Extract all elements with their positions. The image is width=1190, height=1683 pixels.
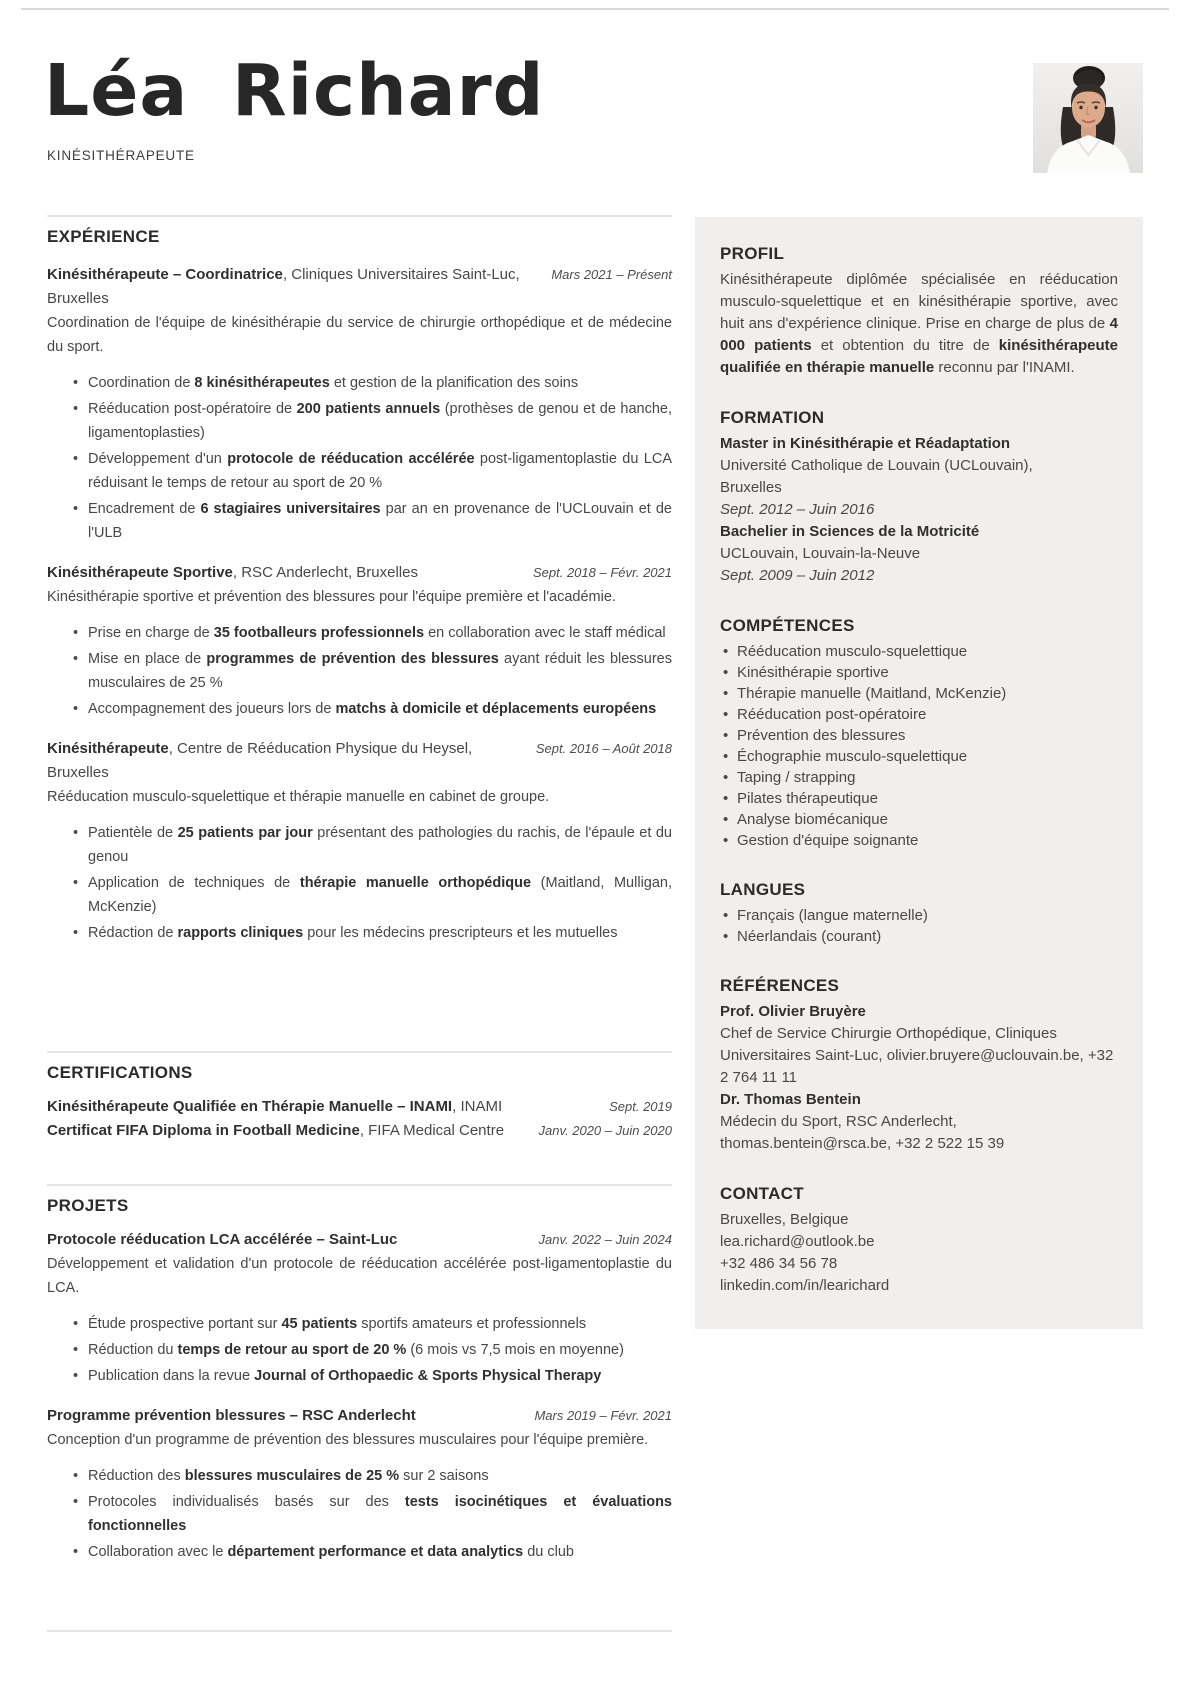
job-title-rest: , Centre de Rééducation Physique du Heysel, Bruxelles bbox=[47, 740, 473, 781]
job-bullets bbox=[47, 621, 672, 721]
top-divider bbox=[21, 8, 1169, 10]
section-formation bbox=[720, 407, 1118, 587]
reference-details: Médecin du Sport, RSC Anderlecht, thomas.bentein@rsca.be, +32 2 522 15 39 bbox=[720, 1113, 1005, 1152]
experience-job-1 bbox=[47, 263, 672, 545]
profil-text: Kinésithérapeute diplômée spécialisée en rééducation musculo-squelettique et en kinésithérapie sportive, avec huit ans d'expérience clinique. Prise en charge de plus de 4 000 patients et obtention du titre de kinésithérapeute qualifiée en thérapie manuelle reconnu par l'INAMI. bbox=[720, 271, 1118, 376]
bottom-divider bbox=[47, 1630, 672, 1632]
reference-details: Chef de Service Chirurgie Orthopédique, Cliniques Universitaires Saint-Luc, olivier.bruyere@uclouvain.be, +32 2 764 11 11 bbox=[720, 1025, 1114, 1086]
competence-item: • Échographie musculo-squelettique bbox=[737, 746, 1118, 767]
certification-title-bold: Kinésithérapeute Qualifiée en Thérapie Manuelle – INAMI bbox=[47, 1098, 453, 1115]
experience-heading: EXPÉRIENCE bbox=[47, 227, 160, 246]
project-date: Janv. 2022 – Juin 2024 bbox=[538, 1232, 672, 1247]
job-date: Sept. 2018 – Févr. 2021 bbox=[532, 565, 672, 580]
bullet-item: • Coordination de 8 kinésithérapeutes et gestion de la planification des soins bbox=[88, 371, 672, 395]
formation-school: Université Catholique de Louvain (UCLouvain), Bruxelles bbox=[720, 457, 1033, 496]
competence-item: • Taping / strapping bbox=[737, 767, 1118, 788]
job-title-row bbox=[47, 561, 672, 585]
section-langues bbox=[720, 879, 1118, 947]
formation-degree: Master in Kinésithérapie et Réadaptation bbox=[720, 435, 1011, 452]
competence-item: • Rééducation musculo-squelettique bbox=[737, 641, 1118, 662]
job-description: Coordination de l'équipe de kinésithérapie du service de chirurgie orthopédique et de médecine du sport. bbox=[47, 315, 672, 355]
bullet-item: • Développement d'un protocole de rééducation accélérée post-ligamentoplastie du LCA réduisant le temps de retour au sport de 20 % bbox=[88, 447, 672, 495]
job-bullets bbox=[47, 821, 672, 945]
bullet-item: • Collaboration avec le département performance et data analytics du club bbox=[88, 1540, 672, 1564]
certification-title-bold: Certificat FIFA Diploma in Football Medicine bbox=[47, 1122, 360, 1139]
job-title-bold: Kinésithérapeute – Coordinatrice bbox=[47, 266, 283, 283]
bullet-item: • Étude prospective portant sur 45 patients sportifs amateurs et professionnels bbox=[88, 1312, 672, 1336]
project-description: Développement et validation d'un protocole de rééducation accélérée post-ligamentoplastie du LCA. bbox=[47, 1256, 672, 1296]
project-date: Mars 2019 – Févr. 2021 bbox=[534, 1408, 672, 1423]
job-bullets bbox=[47, 371, 672, 545]
bullet-item: • Protocoles individualisés basés sur des tests isocinétiques et évaluations fonctionnelles bbox=[88, 1490, 672, 1538]
project-title-bold: Programme prévention blessures – RSC Anderlecht bbox=[47, 1407, 416, 1424]
competence-item: • Rééducation post-opératoire bbox=[737, 704, 1118, 725]
portrait-photo-icon bbox=[1033, 63, 1143, 173]
job-title-subtitle: KINÉSITHÉRAPEUTE bbox=[47, 148, 195, 163]
competence-item: • Gestion d'équipe soignante bbox=[737, 830, 1118, 851]
job-title-bold: Kinésithérapeute bbox=[47, 740, 169, 757]
certification-date: Sept. 2019 bbox=[609, 1099, 672, 1114]
competences-list bbox=[720, 641, 1118, 851]
job-date: Mars 2021 – Présent bbox=[551, 267, 672, 282]
langues-heading: LANGUES bbox=[720, 880, 806, 899]
formation-entry bbox=[720, 521, 1118, 587]
experience-job-3 bbox=[47, 737, 672, 945]
experience-job-2 bbox=[47, 561, 672, 721]
projects-heading: PROJETS bbox=[47, 1196, 129, 1215]
formation-dates: Sept. 2009 – Juin 2012 bbox=[720, 567, 875, 584]
job-description: Rééducation musculo-squelettique et thérapie manuelle en cabinet de groupe. bbox=[47, 789, 550, 805]
bullet-item: • Réduction des blessures musculaires de 25 % sur 2 saisons bbox=[88, 1464, 672, 1488]
project-bullets bbox=[47, 1312, 672, 1388]
reference-name: Dr. Thomas Bentein bbox=[720, 1091, 861, 1108]
bullet-item: • Encadrement de 6 stagiaires universitaires par an en provenance de l'UCLouvain et de l'ULB bbox=[88, 497, 672, 545]
bullet-item: • Publication dans la revue Journal of Orthopaedic & Sports Physical Therapy bbox=[88, 1364, 672, 1388]
sidebar-panel bbox=[695, 217, 1143, 1329]
section-certifications bbox=[47, 1051, 672, 1143]
certification-title-rest: , INAMI bbox=[452, 1098, 503, 1115]
section-experience bbox=[47, 215, 672, 945]
job-title-row bbox=[47, 737, 672, 785]
competence-item: • Analyse biomécanique bbox=[737, 809, 1118, 830]
contact-heading: CONTACT bbox=[720, 1184, 804, 1203]
formation-dates: Sept. 2012 – Juin 2016 bbox=[720, 501, 875, 518]
formation-degree: Bachelier in Sciences de la Motricité bbox=[720, 523, 980, 540]
formation-heading: FORMATION bbox=[720, 408, 825, 427]
reference-entry bbox=[720, 1089, 1118, 1155]
langue-item: • Français (langue maternelle) bbox=[737, 905, 1118, 926]
section-projects bbox=[47, 1184, 672, 1564]
profil-heading: PROFIL bbox=[720, 244, 785, 263]
certification-title-rest: , FIFA Medical Centre bbox=[359, 1122, 505, 1139]
section-contact bbox=[720, 1183, 1118, 1297]
section-profil bbox=[720, 243, 1118, 379]
project-title-row bbox=[47, 1404, 672, 1428]
project-bullets bbox=[47, 1464, 672, 1564]
contact-location: Bruxelles, Belgique bbox=[720, 1211, 849, 1228]
profile-photo bbox=[1033, 63, 1143, 173]
bullet-item: • Prise en charge de 35 footballeurs professionnels en collaboration avec le staff médical bbox=[88, 621, 672, 645]
contact-email: lea.richard@outlook.be bbox=[720, 1233, 875, 1250]
competence-item: • Kinésithérapie sportive bbox=[737, 662, 1118, 683]
reference-name: Prof. Olivier Bruyère bbox=[720, 1003, 866, 1020]
certification-item-2 bbox=[47, 1119, 672, 1143]
references-heading: RÉFÉRENCES bbox=[720, 976, 840, 995]
competences-heading: COMPÉTENCES bbox=[720, 616, 855, 635]
competence-item: • Prévention des blessures bbox=[737, 725, 1118, 746]
contact-phone: +32 486 34 56 78 bbox=[720, 1255, 838, 1272]
competence-item: • Thérapie manuelle (Maitland, McKenzie) bbox=[737, 683, 1118, 704]
project-description: Conception d'un programme de prévention des blessures musculaires pour l'équipe première. bbox=[47, 1432, 649, 1448]
langue-item: • Néerlandais (courant) bbox=[737, 926, 1118, 947]
bullet-item: • Application de techniques de thérapie manuelle orthopédique (Maitland, Mulligan, McKenzie) bbox=[88, 871, 672, 919]
bullet-item: • Patientèle de 25 patients par jour présentant des pathologies du rachis, de l'épaule et du genou bbox=[88, 821, 672, 869]
reference-entry bbox=[720, 1001, 1118, 1089]
section-references bbox=[720, 975, 1118, 1155]
formation-entry bbox=[720, 433, 1118, 521]
section-competences bbox=[720, 615, 1118, 851]
bullet-item: • Rédaction de rapports cliniques pour les médecins prescripteurs et les mutuelles bbox=[88, 921, 672, 945]
project-1 bbox=[47, 1228, 672, 1388]
project-2 bbox=[47, 1404, 672, 1564]
bullet-item: • Rééducation post-opératoire de 200 patients annuels (prothèses de genou et de hanche, ligamentoplasties) bbox=[88, 397, 672, 445]
project-title-bold: Protocole rééducation LCA accélérée – Saint-Luc bbox=[47, 1231, 398, 1248]
job-title-rest: , RSC Anderlecht, Bruxelles bbox=[232, 564, 418, 581]
job-title-rest: , Cliniques Universitaires Saint-Luc, Bruxelles bbox=[47, 266, 520, 307]
certifications-heading: CERTIFICATIONS bbox=[47, 1063, 193, 1082]
certification-item-1 bbox=[47, 1095, 672, 1119]
page-title: Léa Richard bbox=[44, 49, 545, 132]
bullet-item: • Accompagnement des joueurs lors de matchs à domicile et déplacements européens bbox=[88, 697, 672, 721]
bullet-item: • Mise en place de programmes de prévention des blessures ayant réduit les blessures musculaires de 25 % bbox=[88, 647, 672, 695]
certification-date: Janv. 2020 – Juin 2020 bbox=[538, 1123, 672, 1138]
job-title-row bbox=[47, 263, 672, 311]
contact-linkedin: linkedin.com/in/learichard bbox=[720, 1277, 890, 1294]
langues-list bbox=[720, 905, 1118, 947]
bullet-item: • Réduction du temps de retour au sport de 20 % (6 mois vs 7,5 mois en moyenne) bbox=[88, 1338, 672, 1362]
competence-item: • Pilates thérapeutique bbox=[737, 788, 1118, 809]
job-description: Kinésithérapie sportive et prévention des blessures pour l'équipe première et l'académie. bbox=[47, 589, 616, 605]
job-title-bold: Kinésithérapeute Sportive bbox=[47, 564, 233, 581]
formation-school: UCLouvain, Louvain-la-Neuve bbox=[720, 545, 921, 562]
project-title-row bbox=[47, 1228, 672, 1252]
job-date: Sept. 2016 – Août 2018 bbox=[535, 741, 672, 756]
